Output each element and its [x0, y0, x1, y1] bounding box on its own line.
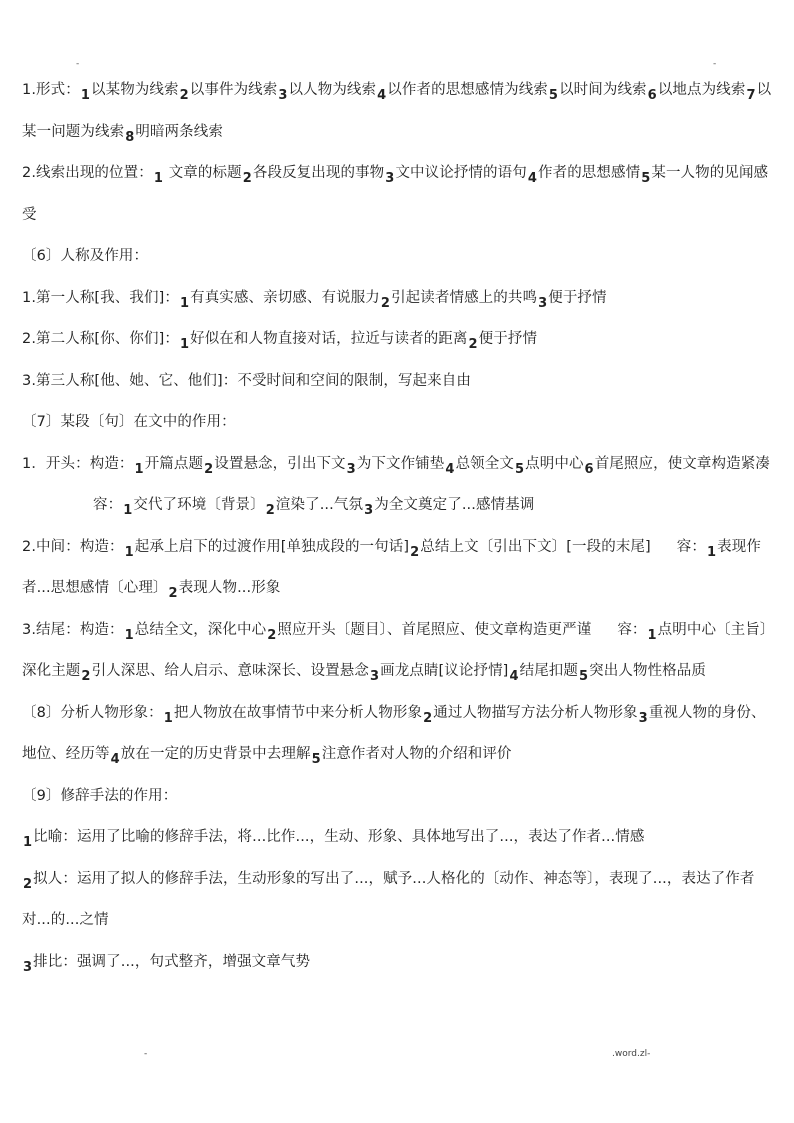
list-item: 总结全文，深化中心 [134, 621, 267, 638]
list-item: 设置悬念，引出下文 [214, 455, 346, 472]
opening-label: 1．开头：构造： [22, 455, 134, 472]
list-item: 以某一问题为线索 [22, 82, 772, 140]
list-item: 点明中心 [525, 455, 584, 472]
ending-paragraph [22, 610, 778, 693]
item-number: 8 [125, 129, 135, 145]
list-item: 便于抒情 [548, 289, 607, 306]
item-number: 2 [23, 876, 33, 892]
item-number: 6 [584, 461, 594, 477]
item-number: 4 [110, 752, 120, 767]
item-number: 4 [527, 171, 537, 186]
footer-watermark: .word.zl- [612, 1049, 651, 1059]
list-item: 为下文作铺垫 [356, 455, 445, 472]
item-number: 3 [638, 710, 648, 726]
list-item: 以人物为线索 [288, 82, 377, 98]
content-label: 容： [676, 538, 706, 555]
middle-label: 2.中间：构造： [22, 538, 124, 555]
list-item: 表现人物...形象 [178, 580, 281, 596]
item-number: 7 [746, 88, 756, 103]
item-number: 2 [204, 461, 214, 477]
list-item: 总领全文 [455, 455, 514, 472]
section-heading: 〔7〕某段〔句〕在文中的作用： [22, 414, 236, 430]
list-item: 文章的标题 [164, 165, 242, 181]
item-number: 5 [514, 461, 525, 477]
list-item: 结尾扣题 [519, 663, 579, 679]
list-item: 各段反复出现的事物 [252, 165, 385, 181]
list-item: 渲染了...气氛 [275, 497, 364, 513]
list-item: 有真实感、亲切感、有说服力 [190, 289, 380, 306]
list-item: 突出人物性格品质 [589, 663, 706, 679]
item-number: 2 [410, 544, 420, 560]
list-item: 排比：强调了...，句式整齐，增强文章气势 [33, 953, 311, 970]
item-number: 1 [134, 461, 144, 477]
first-person-paragraph [22, 278, 778, 320]
item-number: 1 [153, 171, 163, 186]
list-item: 重视人物的身份、地位、经历等 [22, 704, 766, 762]
personification-paragraph [22, 859, 778, 942]
item-number: 1 [124, 627, 134, 643]
item-number: 1 [80, 88, 90, 103]
list-item: 以作者的思想感情为线索 [387, 82, 548, 98]
item-number: 5 [311, 752, 321, 767]
footer-mark-left: - [144, 1049, 148, 1059]
item-number: 2 [168, 586, 178, 601]
item-number: 1 [163, 710, 173, 726]
header-mark-left: - [76, 59, 80, 69]
list-item: 以地点为线索 [657, 82, 746, 98]
document-body [22, 70, 778, 983]
section-heading: 〔6〕人称及作用： [22, 248, 149, 264]
list-item: 开篇点题 [144, 455, 204, 472]
item-number: 4 [377, 88, 387, 103]
clue-form-label: 1.形式： [22, 82, 80, 98]
section-heading: 〔8〕分析人物形象： [22, 704, 163, 721]
metaphor-paragraph [22, 817, 778, 859]
list-item: 引人深思、给人启示、意味深长、设置悬念 [91, 663, 369, 679]
item-number: 1 [179, 337, 190, 352]
list-item: 引起读者情感上的共鸣 [391, 289, 538, 306]
item-number: 1 [124, 544, 134, 560]
item-number: 2 [468, 337, 478, 352]
item-number: 4 [445, 461, 455, 477]
list-item: 放在一定的历史背景中去理解 [120, 746, 311, 762]
item-number: 5 [548, 88, 559, 103]
list-item: 起承上启下的过渡作用[单独成段的一句话] [134, 538, 410, 555]
list-item: 比喻：运用了比喻的修辞手法，将...比作...，生动、形象、具体地写出了...，表达了作者...情感 [33, 829, 645, 845]
list-item: 某一人物的见闻感受 [22, 165, 769, 223]
content-label: 容： [93, 497, 123, 513]
item-number: 2 [380, 295, 391, 311]
header-mark-right: - [713, 59, 717, 69]
item-number: 2 [81, 669, 91, 684]
list-item: 好似在和人物直接对话，拉近与读者的距离 [190, 331, 468, 347]
item-number: 5 [641, 171, 651, 186]
list-item: 拟人：运用了拟人的修辞手法，生动形象的写出了...，赋予...人格化的〔动作、神态等〕，表现了...，表达了作者对...的...之情 [22, 870, 755, 928]
list-item: 作者的思想感情 [538, 165, 641, 181]
item-number: 1 [23, 835, 33, 850]
item-number: 3 [23, 959, 33, 975]
list-item: 便于抒情 [478, 331, 538, 347]
item-number: 3 [364, 503, 374, 518]
item-number: 2 [265, 503, 275, 518]
list-item: 明暗两条线索 [135, 123, 223, 140]
item-number: 2 [179, 88, 189, 103]
item-number: 3 [538, 295, 548, 311]
second-person-label: 2.第二人称[你、你们]： [22, 331, 179, 347]
list-item: 照应开头〔题目〕、首尾照应、使文章构造更严谨 [277, 621, 592, 638]
content-label: 容： [617, 621, 647, 638]
first-person-label: 1.第一人称[我、我们]： [22, 289, 179, 306]
item-number: 1 [647, 627, 657, 643]
list-item: 通过人物描写方法分析人物形象 [433, 704, 638, 721]
list-item: 总结上文〔引出下文〕[一段的末尾] [420, 538, 651, 555]
list-item: 把人物放在故事情节中来分析人物形象 [173, 704, 423, 721]
clue-position-label: 2.线索出现的位置： [22, 165, 153, 181]
item-number: 6 [647, 88, 657, 103]
item-number: 3 [385, 171, 395, 186]
item-number: 3 [369, 669, 380, 684]
item-number: 2 [423, 710, 433, 726]
list-item: 表现作者...思想感情〔心理〕 [22, 538, 761, 596]
opening-paragraph [22, 444, 778, 527]
clue-form-paragraph [22, 70, 778, 153]
section-heading: 〔9〕修辞手法的作用： [22, 787, 178, 804]
list-item: 点明中心〔主旨〕深化主题 [22, 621, 775, 679]
item-number: 2 [267, 627, 277, 643]
character-analysis-paragraph [22, 693, 778, 776]
item-number: 2 [242, 171, 252, 186]
item-number: 5 [579, 669, 589, 684]
middle-paragraph [22, 527, 778, 610]
item-number: 3 [278, 88, 288, 103]
item-number: 3 [346, 461, 356, 477]
third-person-paragraph: 3.第三人称[他、她、它、他们]：不受时间和空间的限制，写起来自由 [22, 372, 471, 389]
list-item: 交代了环境〔背景〕 [133, 497, 265, 513]
list-item: 注意作者对人物的介绍和评价 [321, 746, 512, 762]
list-item: 画龙点睛[议论抒情] [380, 663, 509, 679]
list-item: 为全文奠定了...感情基调 [374, 497, 535, 513]
ending-label: 3.结尾：构造： [22, 621, 124, 638]
list-item: 以时间为线索 [559, 82, 647, 98]
list-item: 文中议论抒情的语句 [395, 165, 527, 181]
item-number: 4 [509, 669, 519, 684]
list-item: 首尾照应，使文章构造紧凑 [594, 455, 770, 472]
second-person-paragraph [22, 319, 778, 361]
item-number: 1 [123, 503, 133, 518]
parallelism-paragraph [22, 942, 778, 984]
list-item: 以事件为线索 [189, 82, 278, 98]
item-number: 1 [706, 544, 717, 560]
list-item: 以某物为线索 [91, 82, 179, 98]
item-number: 1 [179, 295, 190, 311]
clue-position-paragraph [22, 153, 778, 236]
